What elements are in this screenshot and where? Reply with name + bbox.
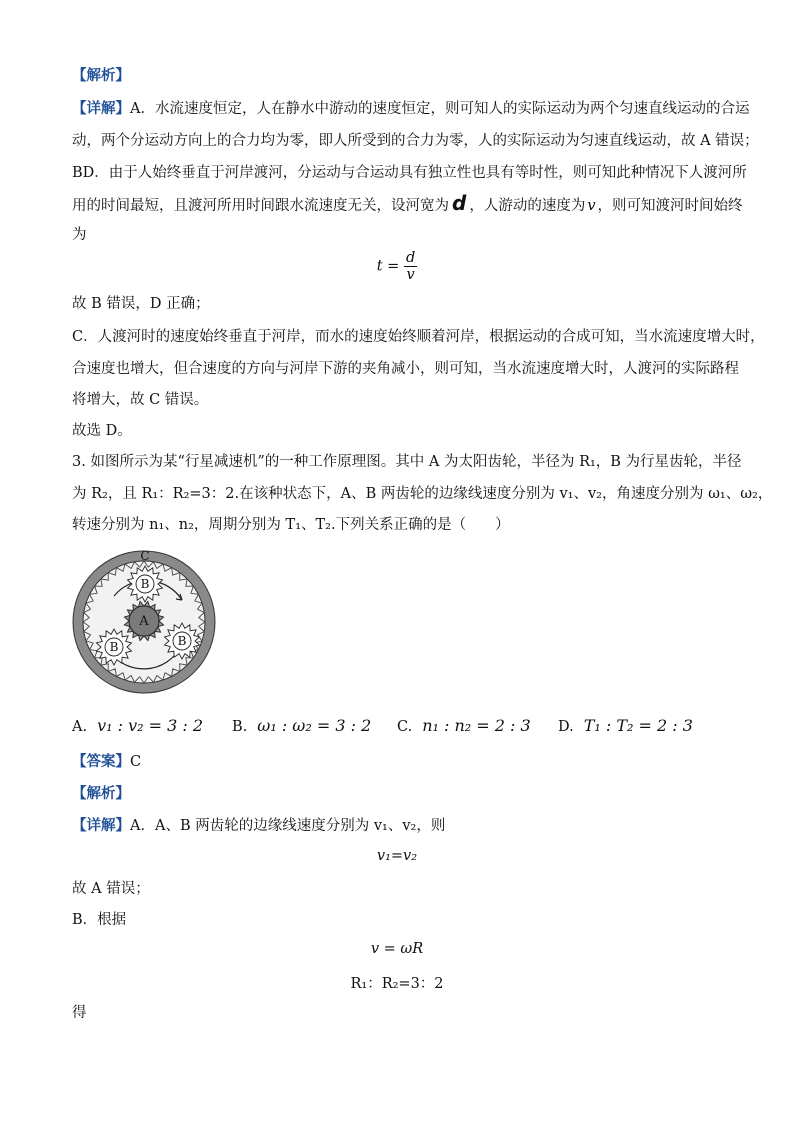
detail-line-5: 为 [72,227,87,243]
detail-line-4: 用的时间最短，且渡河所用时间跟水流速度无关，设河宽为 d ，人游动的速度为 v ，则可知渡河时间始终 [72,191,743,215]
c-line-2: 合速度也增大，但合速度的方向与河岸下游的夹角减小，则可知，当水流速度增大时，人渡河的实际路程 [72,361,739,377]
after-eq1: 故 A 错误； [72,881,150,897]
detail-line-2: 动，两个分运动方向上的合力均为零，即人所受到的合力为零，人的实际运动为匀速直线运动，故 A 错误； [72,133,759,149]
last-line: 得 [72,1005,87,1021]
question-line-2: 为 R₂，且 R₁：R₂=3：2.在该种状态下，A、B 两齿轮的边缘线速度分别为 v₁、v₂，角速度分别为 ω₁、ω₂， [72,486,773,502]
analysis-tag-2: 【解析】 [72,786,130,802]
question-line-3: 转速分别为 n₁、n₂，周期分别为 T₁、T₂.下列关系正确的是（ ） [72,517,510,533]
label-b-right: B [177,634,187,648]
label-c: C [140,549,150,563]
option-b[interactable]: B. ω₁ : ω₂ = 3 : 2 [232,716,372,735]
fraction: $\frac{d}{v}$ [405,250,416,283]
option-c[interactable]: C. n₁ : n₂ = 2 : 3 [397,716,531,735]
answer-value: C [130,754,142,770]
detail-line-3: BD．由于人始终垂直于河岸渡河，分运动与合运动具有独立性也具有等时性，则可知此种情况下人渡河所 [72,165,747,181]
answer-tag: 【答案】 [72,754,130,770]
planetary-gear-figure [70,548,220,694]
label-a: A [139,614,149,629]
detail-line-1: 【详解】A．水流速度恒定，人在静水中游动的速度恒定，则可知人的实际运动为两个匀速直线运动的合运 [72,101,750,117]
equation-v1-v2: v₁=v₂ [376,848,418,864]
after-formula: 故 B 错误，D 正确； [72,296,210,312]
equation-v-omega-r: v = ωR [370,941,424,957]
question-line-1: 3. 如图所示为某“行星减速机”的一种工作原理图。其中 A 为太阳齿轮，半径为 R₁，B 为行星齿轮，半径 [72,454,742,470]
label-b-top: B [140,577,150,591]
detail-a-line: 【详解】A．A、B 两齿轮的边缘线速度分别为 v₁、v₂，则 [72,818,446,834]
detail-tag: 【详解】 [72,101,130,117]
v-symbol: v [587,198,596,214]
detail-tag-2: 【详解】 [72,818,130,834]
analysis-tag: 【解析】 [72,68,130,84]
detail-b-line: B．根据 [72,912,127,928]
c-line-3: 将增大，故 C 错误。 [72,392,209,408]
conclusion: 故选 D。 [72,423,132,439]
option-a[interactable]: A. v₁ : v₂ = 3 : 2 [72,716,204,735]
equation-ratio: R₁：R₂=3：2 [350,976,444,992]
label-b-left: B [109,640,119,654]
formula-t: t = $\frac{d}{v}$ [376,250,416,283]
c-line-1: C．人渡河时的速度始终垂直于河岸，而水的速度始终顺着河岸，根据运动的合成可知，当水流速度增大时， [72,329,765,345]
option-d[interactable]: D. T₁ : T₂ = 2 : 3 [558,716,693,735]
answer-line [72,752,141,772]
d-symbol: d [452,191,467,215]
